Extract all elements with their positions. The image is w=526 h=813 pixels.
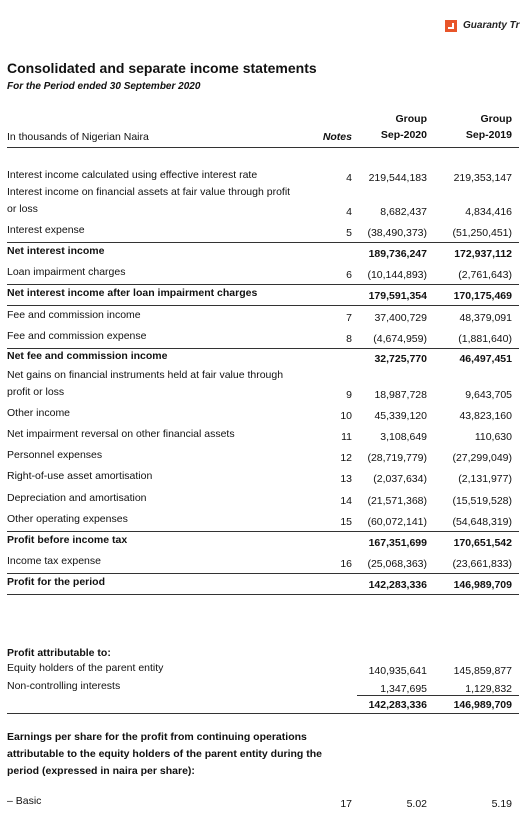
row-label: Other income [7,407,71,419]
row-note: 13 [340,473,352,485]
table-row [7,573,519,595]
row-value-2019: 146,989,709 [453,579,512,591]
row-label: Income tax expense [7,555,101,567]
brand-logo-icon [445,20,457,32]
table-row: Equity holders of the parent entity 140,935,641 145,859,877 [7,662,512,677]
row-value-2020: 8,682,437 [380,206,427,218]
row-value-2020: (38,490,373) [367,227,427,239]
column-header-group-2020: Group Sep-2020 [380,113,427,141]
row-value-2019: 219,353,147 [453,172,512,184]
table-header [7,113,519,148]
row-value-2019: (15,519,528) [452,495,512,507]
row-label: Interest expense [7,224,85,236]
column-header-notes: Notes [322,131,352,143]
row-note: 12 [340,452,352,464]
row-value-2019: 48,379,091 [459,312,512,324]
row-value-2020: (2,037,634) [373,473,427,485]
table-row [7,488,519,510]
row-value-2020: 18,987,728 [374,389,427,401]
row-note: 15 [340,516,352,528]
section-divider [7,713,519,714]
column-header-description: In thousands of Nigerian Naira [7,131,149,143]
row-note: 8 [346,333,352,345]
row-value-2019: (2,131,977) [458,473,512,485]
row-label: Interest income on financial assets at fair value through profit or loss [7,186,291,215]
column-header-group-2019: Group Sep-2019 [465,113,512,141]
row-note: 6 [346,269,352,281]
row-label: Loan impairment charges [7,266,126,278]
row-note: 14 [340,495,352,507]
row-value-2019: (51,250,451) [452,227,512,239]
row-label: Fee and commission expense [7,330,147,342]
table-row: Non-controlling interests 1,347,695 1,129,832 [7,680,512,695]
row-note: 10 [340,410,352,422]
table-row [7,242,519,263]
row-note: 4 [346,206,352,218]
row-label: Net interest income [7,245,105,257]
row-label: Net impairment reversal on other financial assets [7,428,235,440]
row-note: 16 [340,558,352,570]
row-value-2019: (23,661,833) [452,558,512,570]
row-value-2020: 179,591,354 [368,290,427,302]
table-row [7,284,519,306]
page-title: Consolidated and separate income statements [7,60,317,76]
row-value-2019: 46,497,451 [459,353,512,365]
table-row [7,510,519,532]
row-value-2019: 170,651,542 [453,537,512,549]
row-value-2020: 45,339,120 [374,410,427,422]
row-label: Profit before income tax [7,534,128,546]
row-value-2019: 172,937,112 [454,248,512,260]
brand-header [445,17,526,35]
table-row [7,305,519,327]
row-note: 11 [341,431,352,443]
row-label: Net fee and commission income [7,350,168,362]
table-row [7,327,519,349]
table-row [7,425,519,446]
row-value-2020: (4,674,959) [373,333,427,345]
row-value-2019: (27,299,049) [452,452,512,464]
row-value-2020: 3,108,649 [380,431,427,443]
table-row [7,263,519,285]
row-label: Depreciation and amortisation [7,492,147,504]
table-row: 142,283,336 146,989,709 [368,699,512,711]
brand-name: Guaranty Tr [463,20,520,32]
table-row [7,348,519,368]
table-row [7,221,519,243]
table-row [7,187,519,221]
table-row [7,446,519,467]
row-value-2020: (21,571,368) [367,495,427,507]
row-value-2019: 170,175,469 [453,290,512,302]
attributable-heading: Profit attributable to: [7,647,111,659]
row-note: 4 [346,172,352,184]
row-label: Net interest income after loan impairment charges [7,287,258,299]
eps-heading: Earnings per share for the profit from continuing operations attributable to the equity holders of the parent entity during the period (expressed in naira per share): [7,731,323,777]
row-value-2020: 37,400,729 [374,312,427,324]
row-value-2020: 142,283,336 [368,579,427,591]
row-label: Net gains on financial instruments held at fair value through profit or loss [7,369,284,398]
table-row [7,531,519,552]
table-row [7,368,519,404]
row-label: Personnel expenses [7,449,103,461]
row-value-2019: (2,761,643) [458,269,512,281]
row-value-2020: (10,144,893) [367,269,427,281]
row-value-2019: 9,643,705 [465,389,512,401]
table-row-eps-basic: – Basic 17 5.02 5.19 [7,795,512,810]
row-value-2019: 43,823,160 [459,410,512,422]
row-value-2019: 110,630 [474,431,512,443]
table-row [7,404,519,425]
row-note: 5 [346,227,352,239]
row-value-2019: (1,881,640) [458,333,512,345]
row-note: 7 [346,312,352,324]
row-label: Interest income calculated using effective interest rate [7,169,258,181]
row-value-2020: 32,725,770 [374,353,427,365]
page-subtitle: For the Period ended 30 September 2020 [7,81,201,92]
row-label: Fee and commission income [7,309,141,321]
table-row [7,552,519,574]
row-label: Profit for the period [7,576,105,588]
row-value-2020: 219,544,183 [368,172,427,184]
row-note: 9 [346,389,352,401]
row-value-2020: 189,736,247 [368,248,427,260]
row-label: Other operating expenses [7,513,128,525]
table-row [7,467,519,488]
row-value-2020: (60,072,141) [367,516,427,528]
row-label: Right-of-use asset amortisation [7,470,153,482]
row-value-2020: (28,719,779) [367,452,427,464]
row-value-2020: (25,068,363) [367,558,427,570]
row-value-2020: 167,351,699 [368,537,427,549]
row-value-2019: (54,648,319) [452,516,512,528]
row-value-2019: 4,834,416 [465,206,512,218]
